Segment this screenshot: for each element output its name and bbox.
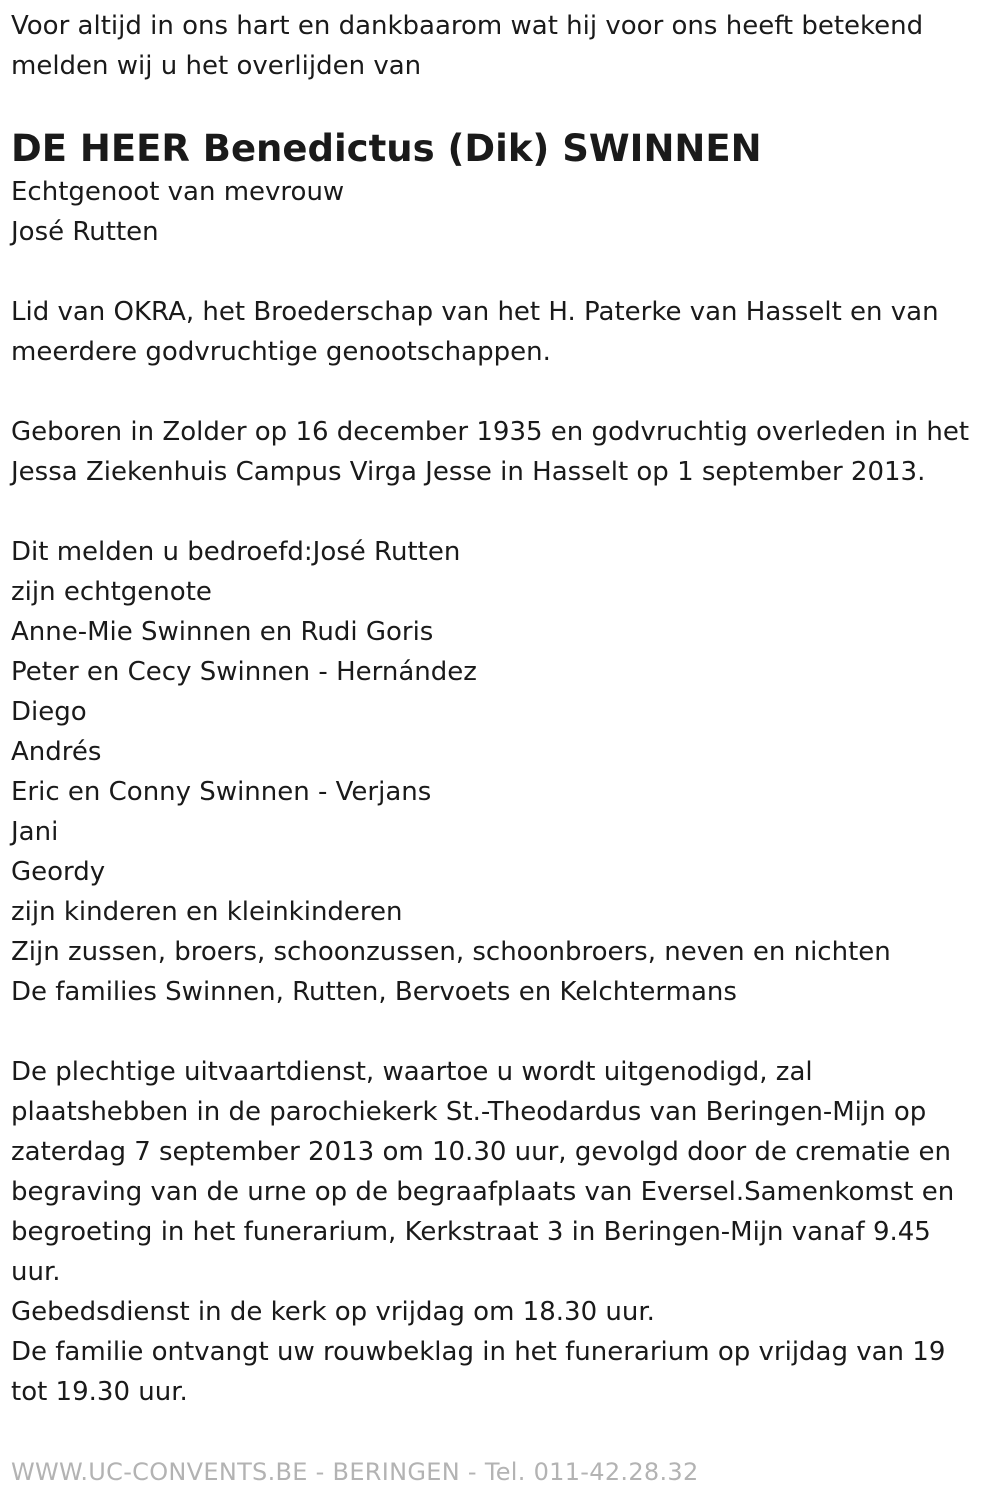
family-line: zijn echtgenote xyxy=(11,577,212,607)
deceased-name: DE HEER Benedictus (Dik) SWINNEN xyxy=(11,127,762,170)
family-line: Geordy xyxy=(11,857,106,887)
service-line: De familie ontvangt uw rouwbeklag in het funerarium op vrijdag van 19 xyxy=(11,1337,946,1367)
family-line: Jani xyxy=(11,817,59,847)
family-line: Zijn zussen, broers, schoonzussen, schoonbroers, neven en nichten xyxy=(11,937,891,967)
service-line: Gebedsdienst in de kerk op vrijdag om 18.30 uur. xyxy=(11,1297,655,1327)
service-line: uur. xyxy=(11,1257,61,1287)
spacer xyxy=(11,252,991,292)
intro-line-2: melden wij u het overlijden van xyxy=(11,51,422,81)
spacer xyxy=(11,492,991,532)
family-line: Anne-Mie Swinnen en Rudi Goris xyxy=(11,617,434,647)
spacer xyxy=(11,372,991,412)
family-line: Peter en Cecy Swinnen - Hernández xyxy=(11,657,477,687)
intro-line-1: Voor altijd in ons hart en dankbaarom wat hij voor ons heeft betekend xyxy=(11,11,924,41)
spouse-line-1: Echtgenoot van mevrouw xyxy=(11,177,345,207)
death-notice xyxy=(11,6,991,1412)
family-line: De families Swinnen, Rutten, Bervoets en Kelchtermans xyxy=(11,977,737,1007)
footer-contact: WWW.UC-CONVENTS.BE - BERINGEN - Tel. 011-42.28.32 xyxy=(11,1458,699,1486)
service-line: plaatshebben in de parochiekerk St.-Theodardus van Beringen-Mijn op xyxy=(11,1097,927,1127)
spouse-line-2: José Rutten xyxy=(11,217,159,247)
service-line: zaterdag 7 september 2013 om 10.30 uur, gevolgd door de crematie en xyxy=(11,1137,951,1167)
service-line: De plechtige uitvaartdienst, waartoe u wordt uitgenodigd, zal xyxy=(11,1057,813,1087)
family-line: Eric en Conny Swinnen - Verjans xyxy=(11,777,432,807)
family-line: Andrés xyxy=(11,737,102,767)
service-details xyxy=(11,1052,991,1412)
service-line: begroeting in het funerarium, Kerkstraat 3 in Beringen-Mijn vanaf 9.45 xyxy=(11,1217,931,1247)
birth-death-line-1: Geboren in Zolder op 16 december 1935 en godvruchtig overleden in het xyxy=(11,417,970,447)
family-list xyxy=(11,532,991,1012)
service-line: tot 19.30 uur. xyxy=(11,1377,188,1407)
family-line: Dit melden u bedroefd:José Rutten xyxy=(11,537,461,567)
spacer xyxy=(11,1012,991,1052)
family-line: zijn kinderen en kleinkinderen xyxy=(11,897,403,927)
family-line: Diego xyxy=(11,697,87,727)
service-line: begraving van de urne op de begraafplaats van Eversel.Samenkomst en xyxy=(11,1177,955,1207)
birth-death-line-2: Jessa Ziekenhuis Campus Virga Jesse in Hasselt op 1 september 2013. xyxy=(11,457,926,487)
membership-line-1: Lid van OKRA, het Broederschap van het H. Paterke van Hasselt en van xyxy=(11,297,939,327)
membership-line-2: meerdere godvruchtige genootschappen. xyxy=(11,337,551,367)
